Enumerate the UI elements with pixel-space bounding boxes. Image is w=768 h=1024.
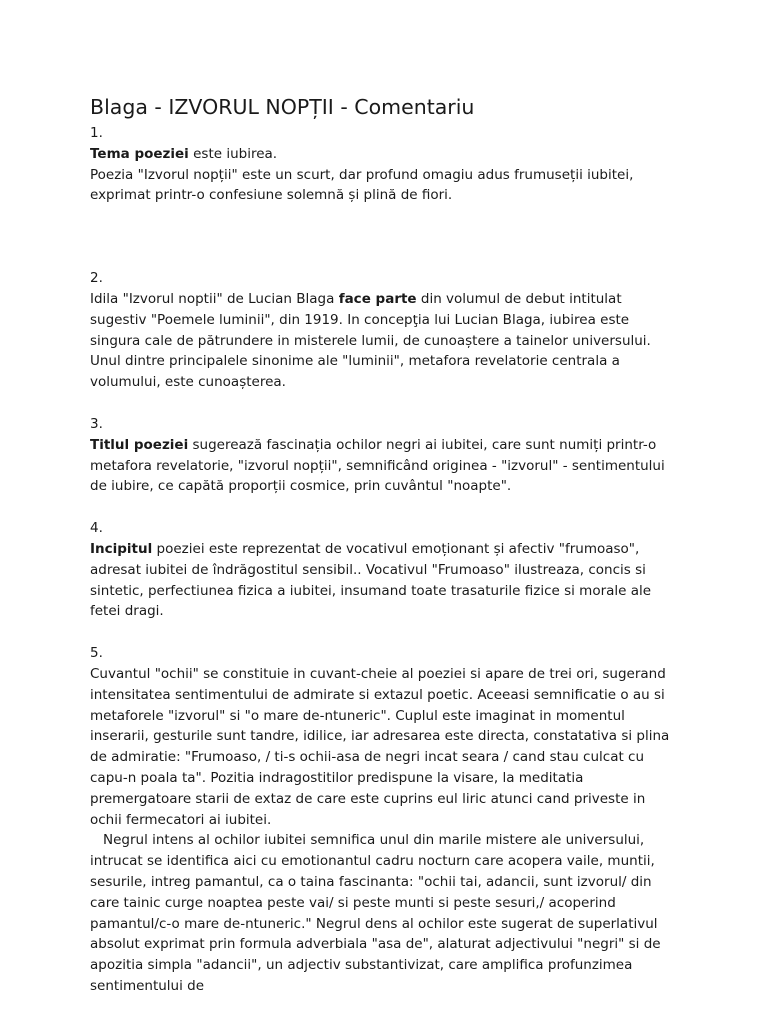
document-title: Blaga - IZVORUL NOPȚII - Comentariu [90, 95, 475, 119]
paragraph-text: din volumul de debut intitulat sugestiv "Poemele luminii", din 1919. In concepţia lui Lucian Blaga, iubirea este singura cale de pătrundere in misterele lumii, de cunoaștere a tainelor universului. Unul dintre principalele sinonime ale "luminii", metafora revelatorie centrala a volumului, este cunoașterea. [90, 290, 651, 391]
paragraph [90, 144, 680, 165]
paragraph-text: Idila "Izvorul noptii" de Lucian Blaga [90, 290, 339, 307]
section-2 [90, 268, 680, 393]
section-number: 4. [90, 520, 103, 537]
paragraph [90, 539, 680, 622]
spacer [90, 622, 680, 643]
section-4 [90, 518, 680, 622]
paragraph-text: este iubirea. [188, 145, 278, 162]
paragraph [90, 830, 680, 996]
paragraph [90, 289, 680, 393]
paragraph [90, 165, 680, 207]
paragraph [90, 435, 680, 497]
lead-phrase: Titlul poeziei [90, 436, 189, 453]
section-number: 1. [90, 125, 103, 141]
lead-phrase: Tema poeziei [90, 145, 189, 162]
document-page [90, 94, 680, 997]
section-number: 2. [90, 270, 103, 287]
paragraph-text: sugerează fascinația ochilor negri ai iubitei, care sunt numiți printr-o metafora revelatorie, "izvorul nopții", semnificând originea - "izvorul" - sentimentului de iubire, ce capătă proporții cosmice, prin cuvântul "noapte". [90, 436, 665, 495]
section-1 [90, 123, 680, 206]
paragraph [90, 664, 680, 830]
spacer [90, 497, 680, 518]
paragraph-text: poeziei este reprezentat de vocativul emoționant și afectiv "frumoaso", adresat iubitei de îndrăgostitul sensibil.. Vocativul "Frumoaso" ilustreaza, concis si sintetic, perfectiunea fizica a iubitei, insumand toate trasaturile fizice si morale ale fetei dragi. [90, 540, 652, 620]
paragraph-text: Poezia "Izvorul nopții" este un scurt, dar profund omagiu adus frumuseții iubitei, exprimat printr-o confesiune solemnă și plină de fiori. [90, 166, 634, 204]
spacer [90, 206, 680, 268]
paragraph-text: Cuvantul "ochii" se constituie in cuvant-cheie al poeziei si apare de trei ori, sugerand intensitatea sentimentului de admirate si extazul poetic. Aceeasi semnificatie o au si metaforele "izvorul" si "o mare de-ntuneric". Cuplul este imaginat in momentul inserarii, gesturile sunt tandre, idilice, iar adresarea este directa, constatativa si plina de admiratie: "Frumoaso, / ti-s ochii-asa de negri incat seara / cand stau culcat cu capu-n poala ta". Pozitia indragostitilor predispune la visare, la meditatia premergatoare starii de extaz de care este cuprins eul liric atunci cand priveste in ochii fermecatori ai iubitei. [90, 665, 670, 828]
bold-phrase: face parte [338, 290, 417, 307]
lead-phrase: Incipitul [90, 540, 153, 557]
paragraph-text: Negrul intens al ochilor iubitei semnifica unul din marile mistere ale universului, intrucat se identifica aici cu emotionantul cadru nocturn care acopera vaile, muntii, sesurile, intreg pamantul, ca o taina fascinanta: "ochii tai, adancii, sunt izvorul/ din care tainic curge noaptea peste vai/ si peste munti si peste sesuri,/ acoperind pamantul/c-o mare de-ntuneric." Negrul dens al ochilor este sugerat de superlativul absolut exprimat prin formula adverbiala "asa de", alaturat adjectivului "negri" si de apozitia simpla "adancii", un adjectiv substantivizat, care amplifica profunzimea sentimentului de [90, 832, 661, 994]
section-5 [90, 643, 680, 997]
section-3 [90, 414, 680, 497]
section-number: 5. [90, 645, 103, 662]
spacer [90, 393, 680, 414]
section-number: 3. [90, 415, 103, 432]
